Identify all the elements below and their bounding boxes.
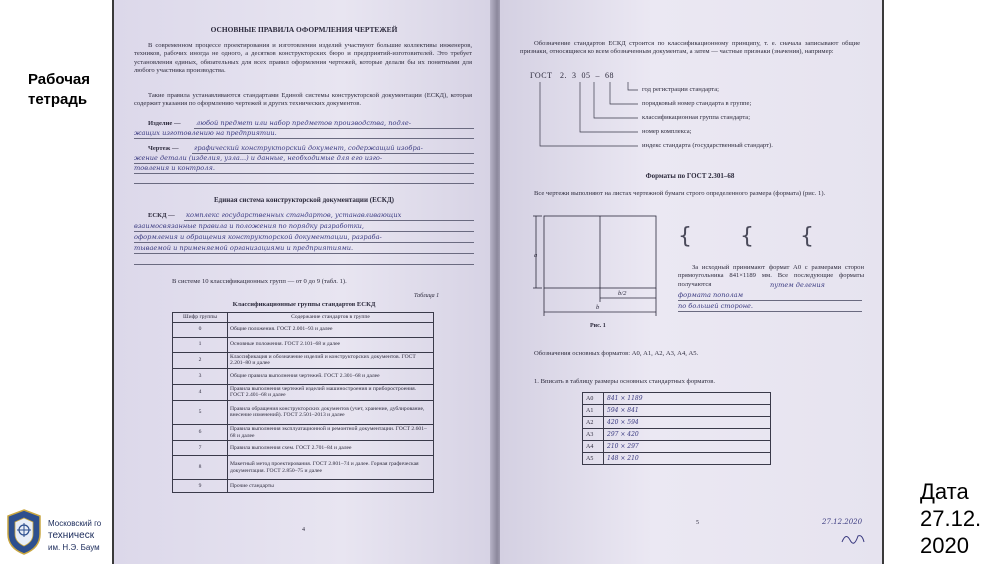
table-row (173, 400, 434, 424)
workbook-page-right (500, 0, 882, 564)
eskd-definition-line3: оформления и обращения конструкторской документации, разраба- (134, 233, 382, 241)
gost-dot: . (564, 71, 568, 80)
group-content: Правила выполнения схем. ГОСТ 2.701–84 и далее (228, 441, 434, 456)
group-code: 5 (173, 400, 228, 424)
answer-line (134, 231, 474, 232)
legend-group: классификационная группа стандарта; (642, 114, 751, 121)
university-footer (4, 508, 116, 560)
university-name (48, 518, 101, 554)
table-row (583, 429, 771, 441)
chertezh-definition-line2: жение детали (изделия, узла...) и данные, необходимые для его изго- (134, 154, 383, 162)
brace-icon: { (740, 224, 754, 249)
izdelie-definition-line2: жащих изготовлению на предприятии. (134, 129, 277, 137)
a0-answer-line2: формата пополам (678, 291, 744, 299)
eskd-term: ЕСКД — (148, 212, 175, 219)
formats-table (582, 392, 771, 465)
eskd-definition-line4: тываемой и применяемой организациями и предприятиями. (134, 244, 354, 252)
date-block (920, 478, 981, 559)
gost-prefix: ГОСТ (530, 71, 553, 80)
format-name: А5 (583, 453, 604, 465)
group-content: Правила выполнения чертежей изделий машиностроения и приборостроения. ГОСТ 2.401–68 и далее (228, 384, 434, 400)
group-content: Основные положения. ГОСТ 2.101–68 и далее (228, 337, 434, 352)
standards-intro: Обозначение стандартов ЕСКД строится по классификационному принципу, т. е. сначала записывают общие признаки, относящиеся ко всем обозначенным документам, а затем — частные признаки (значения), например: (520, 40, 860, 56)
group-content: Правила выполнения эксплуатационной и ремонтной документации. ГОСТ 2.601–68 и далее (228, 424, 434, 440)
table-row (173, 322, 434, 337)
group-code: 8 (173, 456, 228, 480)
gost-complex: 2 (560, 71, 565, 80)
format-size: 297 × 420 (604, 429, 771, 441)
format-name: А4 (583, 441, 604, 453)
date-value-line2: 2020 (920, 533, 969, 558)
group-content: Общие положения. ГОСТ 2.001–93 и далее (228, 322, 434, 337)
university-name-line2: техническ (48, 530, 95, 541)
format-name: А1 (583, 405, 604, 417)
workbook-label-line2: тетрадь (28, 91, 88, 108)
a0-answer-line3: по большей стороне. (678, 302, 754, 310)
basic-formats: Обозначения основных форматов: А0, А1, А2, А3, А4, А5. (534, 350, 699, 357)
group-content: Классификация и обозначение изделий и конструкторских документов. ГОСТ 2.201–80 и далее (228, 352, 434, 368)
formats-title: Форматы по ГОСТ 2.301–68 (645, 172, 735, 180)
page-number-left: 4 (302, 527, 305, 533)
eskd-section-title: Единая система конструкторской документации (ЕСКД) (213, 196, 395, 204)
eskd-groups-table (172, 312, 434, 493)
gost-leader-lines (530, 80, 640, 156)
group-code: 9 (173, 480, 228, 493)
format-name: А2 (583, 417, 604, 429)
table-row (583, 441, 771, 453)
legend-order: порядковый номер стандарта в группе; (642, 100, 752, 107)
table-row (583, 393, 771, 405)
table-row (583, 405, 771, 417)
group-code: 6 (173, 424, 228, 440)
table-row (173, 337, 434, 352)
format-figure (530, 212, 660, 324)
group-code: 0 (173, 322, 228, 337)
answer-line (678, 311, 862, 312)
figure-caption: Рис. 1 (590, 323, 606, 329)
gost-group: 3 (572, 71, 577, 80)
workbook-label (28, 70, 90, 110)
format-name: А0 (583, 393, 604, 405)
format-size: 594 × 841 (604, 405, 771, 417)
gost-year: 68 (605, 71, 615, 80)
brace-icon: { (678, 224, 692, 249)
figure-label-a: a (534, 252, 538, 259)
answer-line (134, 242, 474, 243)
intro-paragraph: В современном процессе проектирования и изготовления изделий участвуют большие коллективы инженеров, техников, рабочих иногда не одного, а десятков конструкторских бюро и предприятий-изготовителей. Это требует установления единых, обязательных для всех правил оформления чертежей, которые делали бы их понятными для любого участника производства. (134, 42, 472, 75)
table-row (583, 453, 771, 465)
table-row (173, 368, 434, 384)
legend-year: год регистрации стандарта; (642, 86, 720, 93)
open-workbook-photo (112, 0, 884, 564)
university-name-line1: Московский го (48, 519, 102, 528)
group-code: 7 (173, 441, 228, 456)
date-label: Дата (920, 479, 969, 504)
table-row (173, 456, 434, 480)
table-row (173, 424, 434, 440)
university-name-line3: им. Н.Э. Баум (48, 543, 100, 552)
table-header-row (173, 313, 434, 323)
group-content: Макетный метод проектирования. ГОСТ 2.801–74 и далее. Горная графическая документация. ГОСТ 2.850–75 и далее (228, 456, 434, 480)
format-size: 420 × 594 (604, 417, 771, 429)
format-name: А3 (583, 429, 604, 441)
figure-label-b2: b/2 (618, 290, 627, 297)
task-1: 1. Вписать в таблицу размеры основных стандартных форматов. (534, 378, 716, 385)
table-header-code: Шифр группы (173, 313, 228, 323)
handwritten-date: 27.12.2020 (822, 518, 863, 526)
group-code: 1 (173, 337, 228, 352)
format-size: 148 × 210 (604, 453, 771, 465)
answer-line (678, 300, 862, 301)
workbook-page-left (114, 0, 496, 564)
format-size: 841 × 1189 (604, 393, 771, 405)
table-row (583, 417, 771, 429)
table-row (173, 441, 434, 456)
gost-number-b: 5 (586, 71, 591, 80)
figure-label-b: b (596, 304, 600, 311)
a0-answer-line1: путем деления (770, 281, 825, 289)
izdelie-term: Изделие — (148, 120, 181, 127)
a0-description: За исходный принимают формат А0 с размерами сторон прямоугольника 841×1189 мм. Все последующие форматы получаются (678, 264, 864, 288)
table-header-content: Содержание стандартов в группе (228, 313, 434, 323)
chertezh-definition-line1: графический конструкторский документ, содержащий изобра- (194, 144, 423, 152)
izdelie-definition-line1: любой предмет или набор предметов производства, подле- (196, 119, 411, 127)
chertezh-term: Чертеж — (148, 145, 179, 152)
formats-intro: Все чертежи выполняют на листах чертежной бумаги строго определенного размера (формата) (рис. 1). (534, 190, 826, 197)
workbook-label-line1: Рабочая (28, 71, 91, 88)
gost-number-a: 0 (581, 71, 587, 80)
answer-line (134, 173, 474, 174)
table-row (173, 352, 434, 368)
group-content: Правила обращения конструкторских документов (учет, хранение, дублирование, внесение изменений). ГОСТ 2.501–2013 и далее (228, 400, 434, 424)
page-number-right: 5 (696, 520, 699, 526)
table-row (173, 384, 434, 400)
answer-line (134, 183, 474, 184)
table-title: Классификационные группы стандартов ЕСКД (232, 301, 376, 308)
format-size: 210 × 297 (604, 441, 771, 453)
eskd-definition-line1: комплекс государственных стандартов, устанавливающих (186, 211, 402, 219)
groups-intro: В системе 10 классификационных групп — от 0 до 9 (табл. 1). (172, 278, 347, 285)
eskd-intro-paragraph: Такие правила устанавливаются стандартами Единой системы конструкторской документации (ЕСКД), которая содержит указания по оформлению чертежей и других технических документов. (134, 92, 472, 108)
university-emblem-icon (4, 508, 44, 556)
group-content: Прочие стандарты (228, 480, 434, 493)
signature-icon (840, 530, 866, 546)
answer-line (134, 138, 474, 139)
chertezh-definition-line3: товления и контроля. (134, 164, 215, 172)
table-row (173, 480, 434, 493)
legend-complex: номер комплекса; (642, 128, 692, 135)
group-code: 2 (173, 352, 228, 368)
brace-icon: { (800, 224, 814, 249)
page-title: ОСНОВНЫЕ ПРАВИЛА ОФОРМЛЕНИЯ ЧЕРТЕЖЕЙ (210, 25, 398, 34)
answer-line (134, 264, 474, 265)
answer-line (184, 220, 474, 221)
legend-index: индекс стандарта (государственный стандарт). (642, 142, 773, 149)
gost-dash: – (595, 71, 601, 80)
answer-line (134, 253, 474, 254)
table-caption: Таблица 1 (414, 293, 440, 299)
group-code: 4 (173, 384, 228, 400)
eskd-definition-line2: взаимосвязанные правила и положения по порядку разработки, (134, 222, 364, 230)
group-content: Общие правила выполнения чертежей. ГОСТ 2.301–68 и далее (228, 368, 434, 384)
date-value-line1: 27.12. (920, 506, 982, 531)
group-code: 3 (173, 368, 228, 384)
